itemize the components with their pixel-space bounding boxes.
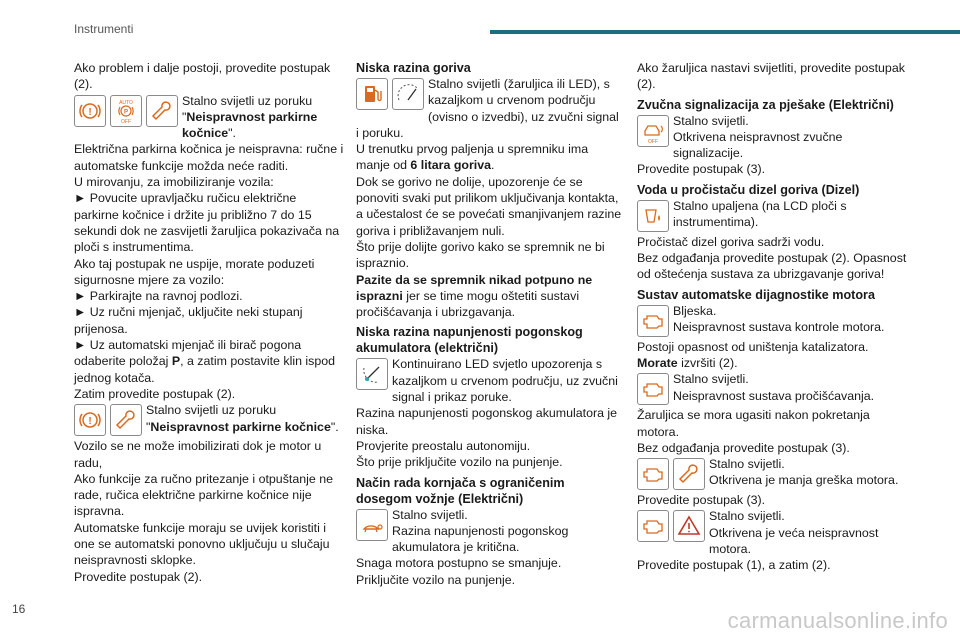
warning-triangle-icon — [673, 510, 705, 542]
text: Priključite vozilo na punjenje. — [356, 572, 516, 587]
heading-low-battery: Niska razina napunjenosti pogonskog akumulatora (električni) — [356, 325, 583, 356]
wrench-icon — [110, 404, 142, 436]
indicator-row: ! Stalno svijetli uz poruku "Neispravnost parkirne kočnice". — [74, 402, 344, 438]
engine-icon — [637, 510, 669, 542]
indicator-row: Kontinuirano LED svjetlo upozorenja s kazaljkom u crvenom području, uz zvučni signal i prikaz poruke. — [356, 356, 624, 405]
indicator-row: Stalno svijetli. Razina napunjenosti pogonskog akumulatora je kritična. — [356, 507, 624, 556]
text: Razina napunjenosti pogonskog akumulatora je niska. — [356, 406, 618, 437]
auto-parking-off-icon — [110, 95, 142, 127]
parking-brake-warning-icon — [74, 95, 106, 127]
text: Provedite postupak (3). — [637, 162, 766, 177]
svg-text:OFF: OFF — [121, 118, 131, 125]
text: Pazite da se spremnik nikad potpuno ne isprazni jer se time mogu oštetiti sustavi pročišćavanja i ubrizgavanja. — [356, 272, 593, 320]
fuel-pump-icon — [356, 78, 388, 110]
wrench-icon — [146, 95, 178, 127]
text: Provjerite preostalu autonomiju. — [356, 438, 531, 453]
text: U mirovanju, za imobiliziranje vozila: — [74, 175, 274, 190]
text: Provedite postupak (1), a zatim (2). — [637, 558, 831, 573]
text: ► Uz automatski mjenjač ili birač pogona odaberite položaj P, a zatim postavite klin ispod jednog kotača. — [74, 338, 336, 385]
text: Morate izvršiti (2). — [637, 355, 738, 370]
column-1 — [74, 60, 344, 585]
text: Vozilo se ne može imobilizirati dok je motor u radu, — [74, 439, 322, 470]
pedestrian-sound-off-icon — [637, 115, 669, 147]
indicator-row: Stalno svijetli. Otkrivena je manja greška motora. — [637, 456, 907, 492]
column-3 — [637, 60, 907, 574]
text: Bez odgađanja provedite postupak (2). Opasnost od oštećenja sustava za ubrizgavanje goriva! — [637, 251, 907, 282]
section-title: Instrumenti — [74, 22, 134, 36]
text: Dok se gorivo ne dolije, upozorenje će se ponoviti svaki put prilikom uključivanja kontakta, a učestalost će se povećati smanjivanjem razine goriva i približavanjem nuli. — [356, 174, 622, 238]
text: Ako taj postupak ne uspije, morate poduzeti sigurnosne mjere za vozilo: — [74, 256, 315, 287]
heading-low-fuel: Niska razina goriva — [356, 61, 471, 75]
engine-icon — [637, 373, 669, 405]
indicator-row: Stalno svijetli. Otkrivena je veća neispravnost motora. — [637, 508, 907, 557]
text: Pročistač dizel goriva sadrži vodu. — [637, 234, 825, 249]
text: Ako problem i dalje postoji, provedite postupak (2). — [74, 61, 331, 92]
parking-brake-warning-icon — [74, 404, 106, 436]
engine-icon — [637, 305, 669, 337]
text: Što prije dolijte gorivo kako se spremnik ne bi ispraznio. — [356, 239, 605, 271]
heading-turtle-mode: Način rada kornjača s ograničenim dosegom vožnje (Električni) — [356, 475, 565, 506]
indicator-row: Bljeska. Neispravnost sustava kontrole motora. — [637, 303, 907, 339]
fuel-gauge-icon — [392, 78, 424, 110]
column-2 — [356, 60, 624, 588]
text: Električna parkirna kočnica je neispravna: ručne i automatske funkcije možda neće raditi. — [74, 142, 344, 173]
turtle-icon — [356, 509, 388, 541]
svg-text:OFF: OFF — [648, 138, 658, 145]
text: ► Uz ručni mjenjač, uključite neki stupanj prijenosa. — [74, 305, 303, 336]
water-in-diesel-icon — [637, 200, 669, 232]
text: U trenutku prvog paljenja u spremniku ima manje od 6 litara goriva. — [356, 142, 589, 173]
indicator-row: OFF Stalno svijetli. Otkrivena neispravnost zvučne signalizacije. — [637, 113, 907, 162]
indicator-row: Stalno svijetli (žaruljica ili LED), s kazaljkom u crvenom području (ovisno o izvedbi), uz zvučni signal i poruku. — [356, 77, 619, 140]
text: Žaruljica se mora ugasiti nakon pokretanja motora. — [637, 408, 870, 439]
indicator-row: ! AUTO P OFF Stalno svijetli uz poruku "Neispravnost parkirne kočnice". — [74, 93, 344, 142]
indicator-row: Stalno upaljena (na LCD ploči s instrumentima). — [637, 198, 907, 234]
svg-text:P: P — [123, 109, 129, 116]
header-rule — [490, 30, 960, 34]
heading-engine-diagnostics: Sustav automatske dijagnostike motora — [637, 287, 875, 302]
heading-water-diesel: Voda u pročistaču dizel goriva (Dizel) — [637, 182, 860, 197]
text: ► Povucite upravljačku ručicu električne parkirne kočnice i držite ju približno 7 do 15 sekundi dok ne zasvijetli žaruljica pokazivača na ploči s instrumentima. — [74, 191, 340, 255]
page-number: 16 — [12, 602, 26, 616]
text: Zatim provedite postupak (2). — [74, 386, 236, 401]
text: Snaga motora postupno se smanjuje. — [356, 556, 562, 571]
text: Provedite postupak (3). — [637, 493, 766, 508]
watermark: carmanualsonline.info — [727, 608, 948, 633]
text: Provedite postupak (2). — [74, 569, 203, 584]
text: Ako funkcije za ručno pritezanje i otpuštanje ne rade, ručica električne parkirne kočnice nije ispravna. — [74, 471, 333, 519]
text: Ako žaruljica nastavi svijetliti, provedite postupak (2). — [637, 61, 905, 92]
text: Što prije priključite vozilo na punjenje. — [356, 455, 563, 470]
text: ► Parkirajte na ravnoj podlozi. — [74, 289, 243, 304]
text: Postoji opasnost od uništenja katalizatora. — [637, 339, 869, 354]
indicator-row: Stalno svijetli. Neispravnost sustava pročišćavanja. — [637, 371, 907, 407]
wrench-icon — [673, 458, 705, 490]
engine-icon — [637, 458, 669, 490]
text: Automatske funkcije moraju se uvijek koristiti i one se automatski ponovno uključuju u slučaju neispravnosti sklopke. — [74, 520, 330, 568]
svg-text:AUTO: AUTO — [119, 99, 133, 106]
svg-text:!: ! — [88, 416, 92, 428]
text: Bez odgađanja provedite postupak (3). — [637, 440, 850, 455]
battery-gauge-icon — [356, 358, 388, 390]
svg-text:!: ! — [88, 106, 92, 118]
heading-pedestrian-sound: Zvučna signalizacija za pješake (Električni) — [637, 97, 894, 112]
